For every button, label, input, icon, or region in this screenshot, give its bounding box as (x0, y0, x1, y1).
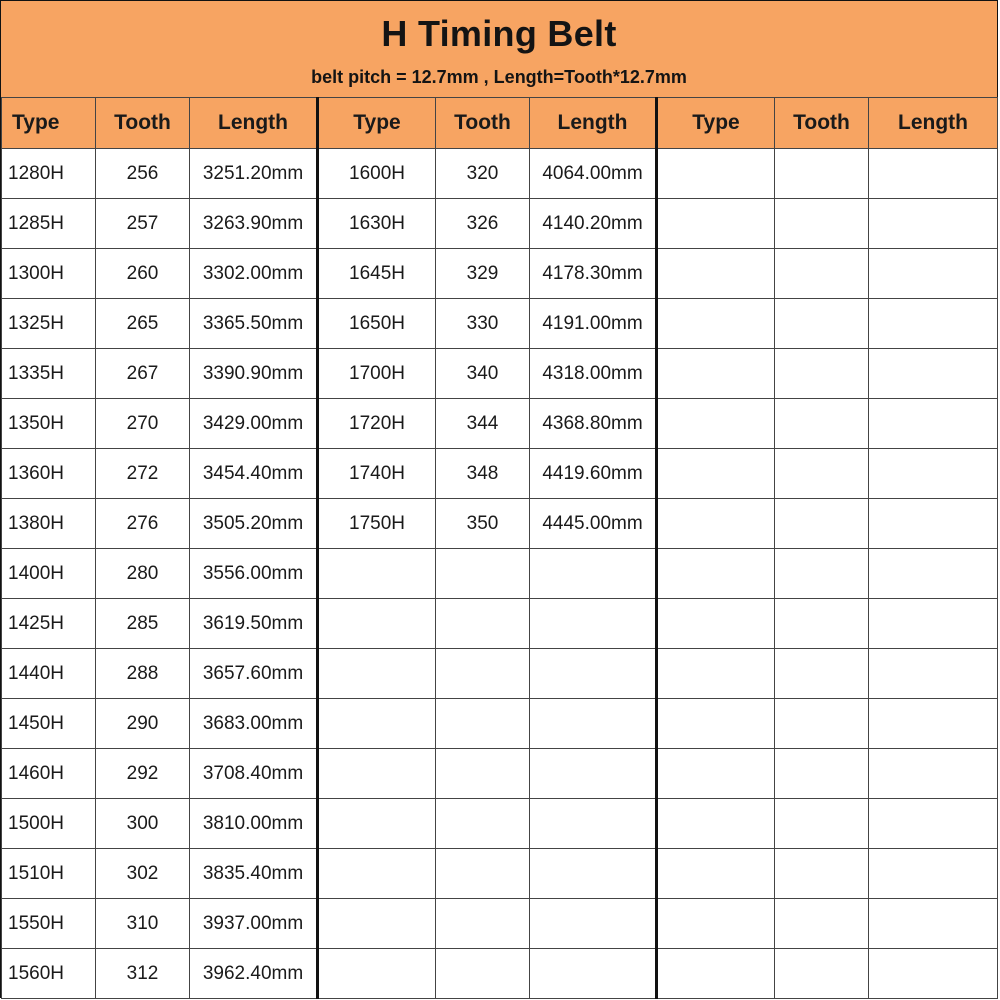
cell-type: 1300H (2, 249, 96, 299)
cell-tooth (436, 649, 530, 699)
cell-type (318, 599, 436, 649)
cell-type: 1285H (2, 199, 96, 249)
cell-type (318, 649, 436, 699)
cell-type (657, 599, 775, 649)
cell-length: 3619.50mm (190, 599, 318, 649)
cell-type (657, 449, 775, 499)
cell-type (318, 899, 436, 949)
cell-tooth (775, 949, 869, 999)
cell-length (530, 849, 657, 899)
cell-length: 3657.60mm (190, 649, 318, 699)
cell-length: 3937.00mm (190, 899, 318, 949)
cell-length: 3556.00mm (190, 549, 318, 599)
page-subtitle: belt pitch = 12.7mm , Length=Tooth*12.7mm (311, 67, 687, 87)
table-row (2, 649, 998, 699)
cell-type (318, 849, 436, 899)
column-header-tooth: Tooth (775, 98, 869, 149)
cell-tooth: 290 (96, 699, 190, 749)
cell-type (657, 699, 775, 749)
cell-tooth (775, 699, 869, 749)
cell-type (318, 799, 436, 849)
cell-tooth: 260 (96, 249, 190, 299)
belt-size-table (1, 97, 998, 999)
cell-type: 1440H (2, 649, 96, 699)
cell-type (318, 699, 436, 749)
cell-tooth: 302 (96, 849, 190, 899)
cell-type (657, 799, 775, 849)
cell-length (869, 699, 998, 749)
cell-length: 4368.80mm (530, 399, 657, 449)
column-header-length: Length (869, 98, 998, 149)
header-banner (1, 1, 997, 98)
cell-type (657, 399, 775, 449)
cell-type (657, 299, 775, 349)
cell-length: 3810.00mm (190, 799, 318, 849)
table-body (2, 149, 998, 999)
cell-length (530, 599, 657, 649)
cell-type (657, 149, 775, 199)
cell-length: 4140.20mm (530, 199, 657, 249)
cell-length (869, 249, 998, 299)
cell-tooth: 257 (96, 199, 190, 249)
cell-tooth (775, 149, 869, 199)
cell-type: 1400H (2, 549, 96, 599)
cell-tooth (775, 649, 869, 699)
table-row (2, 949, 998, 999)
column-header-tooth: Tooth (96, 98, 190, 149)
column-header-type: Type (2, 98, 96, 149)
cell-type: 1560H (2, 949, 96, 999)
cell-tooth (436, 699, 530, 749)
cell-length (869, 849, 998, 899)
cell-tooth (775, 299, 869, 349)
cell-tooth (436, 549, 530, 599)
cell-tooth: 270 (96, 399, 190, 449)
cell-length: 3835.40mm (190, 849, 318, 899)
table-row (2, 249, 998, 299)
table-row (2, 549, 998, 599)
cell-type: 1500H (2, 799, 96, 849)
cell-type: 1740H (318, 449, 436, 499)
cell-type: 1425H (2, 599, 96, 649)
cell-type: 1600H (318, 149, 436, 199)
cell-tooth: 276 (96, 499, 190, 549)
cell-type (657, 349, 775, 399)
cell-tooth: 348 (436, 449, 530, 499)
cell-type (657, 949, 775, 999)
cell-length (869, 799, 998, 849)
cell-length: 3429.00mm (190, 399, 318, 449)
cell-type (318, 749, 436, 799)
cell-tooth (775, 799, 869, 849)
cell-tooth: 344 (436, 399, 530, 449)
cell-length (869, 149, 998, 199)
cell-tooth: 285 (96, 599, 190, 649)
cell-length (530, 899, 657, 949)
cell-tooth (775, 449, 869, 499)
cell-length (530, 799, 657, 849)
cell-tooth (436, 849, 530, 899)
cell-tooth: 326 (436, 199, 530, 249)
cell-length (869, 499, 998, 549)
cell-tooth (775, 549, 869, 599)
table-row (2, 599, 998, 649)
cell-tooth (775, 899, 869, 949)
cell-type: 1280H (2, 149, 96, 199)
cell-tooth (436, 899, 530, 949)
cell-type (657, 849, 775, 899)
cell-type: 1335H (2, 349, 96, 399)
cell-type (318, 949, 436, 999)
cell-tooth (775, 499, 869, 549)
cell-tooth: 288 (96, 649, 190, 699)
cell-type: 1360H (2, 449, 96, 499)
table-row (2, 399, 998, 449)
table-row (2, 849, 998, 899)
cell-tooth: 292 (96, 749, 190, 799)
cell-tooth: 310 (96, 899, 190, 949)
cell-length: 4191.00mm (530, 299, 657, 349)
cell-tooth (775, 349, 869, 399)
cell-type: 1380H (2, 499, 96, 549)
cell-tooth: 256 (96, 149, 190, 199)
cell-tooth (775, 849, 869, 899)
cell-type: 1750H (318, 499, 436, 549)
cell-tooth: 350 (436, 499, 530, 549)
cell-tooth (775, 749, 869, 799)
cell-type (657, 499, 775, 549)
table-row (2, 799, 998, 849)
column-header-length: Length (190, 98, 318, 149)
cell-length: 3390.90mm (190, 349, 318, 399)
column-header-tooth: Tooth (436, 98, 530, 149)
cell-tooth (775, 249, 869, 299)
cell-length: 4318.00mm (530, 349, 657, 399)
cell-length (869, 549, 998, 599)
table-row (2, 749, 998, 799)
cell-tooth: 272 (96, 449, 190, 499)
cell-type: 1550H (2, 899, 96, 949)
cell-length: 4064.00mm (530, 149, 657, 199)
cell-length (869, 899, 998, 949)
cell-tooth (775, 399, 869, 449)
cell-tooth: 267 (96, 349, 190, 399)
cell-length (869, 349, 998, 399)
cell-length (869, 949, 998, 999)
cell-tooth: 320 (436, 149, 530, 199)
table-row (2, 349, 998, 399)
cell-length (869, 749, 998, 799)
cell-type (657, 649, 775, 699)
cell-tooth (436, 799, 530, 849)
table-row (2, 899, 998, 949)
cell-length: 3708.40mm (190, 749, 318, 799)
cell-type: 1510H (2, 849, 96, 899)
cell-type (657, 749, 775, 799)
cell-length: 3365.50mm (190, 299, 318, 349)
cell-tooth (436, 949, 530, 999)
cell-type (657, 899, 775, 949)
cell-length (530, 649, 657, 699)
cell-length: 3683.00mm (190, 699, 318, 749)
cell-type (318, 549, 436, 599)
cell-length: 4419.60mm (530, 449, 657, 499)
cell-tooth: 329 (436, 249, 530, 299)
table-row (2, 299, 998, 349)
cell-tooth: 300 (96, 799, 190, 849)
cell-type (657, 549, 775, 599)
cell-length: 3302.00mm (190, 249, 318, 299)
cell-length: 3263.90mm (190, 199, 318, 249)
cell-length (530, 549, 657, 599)
table-row (2, 699, 998, 749)
table-row (2, 449, 998, 499)
cell-length: 3962.40mm (190, 949, 318, 999)
column-header-type: Type (657, 98, 775, 149)
cell-tooth (775, 599, 869, 649)
cell-length (869, 199, 998, 249)
cell-length (869, 449, 998, 499)
cell-type: 1650H (318, 299, 436, 349)
cell-type: 1720H (318, 399, 436, 449)
cell-type: 1630H (318, 199, 436, 249)
cell-length: 4445.00mm (530, 499, 657, 549)
cell-tooth (436, 749, 530, 799)
cell-length (530, 949, 657, 999)
page-title: H Timing Belt (381, 13, 617, 54)
column-header-type: Type (318, 98, 436, 149)
column-header-length: Length (530, 98, 657, 149)
cell-type: 1645H (318, 249, 436, 299)
cell-tooth (436, 599, 530, 649)
cell-type: 1700H (318, 349, 436, 399)
cell-length: 3251.20mm (190, 149, 318, 199)
cell-tooth: 340 (436, 349, 530, 399)
cell-tooth: 330 (436, 299, 530, 349)
table-row (2, 199, 998, 249)
cell-length: 4178.30mm (530, 249, 657, 299)
cell-type: 1350H (2, 399, 96, 449)
cell-type: 1325H (2, 299, 96, 349)
table-header-row (2, 98, 998, 149)
cell-type (657, 199, 775, 249)
cell-length (869, 299, 998, 349)
cell-tooth: 280 (96, 549, 190, 599)
cell-length (869, 399, 998, 449)
cell-tooth: 312 (96, 949, 190, 999)
cell-length: 3505.20mm (190, 499, 318, 549)
cell-type: 1450H (2, 699, 96, 749)
cell-type (657, 249, 775, 299)
cell-tooth (775, 199, 869, 249)
table-row (2, 499, 998, 549)
table-row (2, 149, 998, 199)
cell-tooth: 265 (96, 299, 190, 349)
cell-length (530, 699, 657, 749)
cell-type: 1460H (2, 749, 96, 799)
cell-length: 3454.40mm (190, 449, 318, 499)
cell-length (869, 599, 998, 649)
cell-length (869, 649, 998, 699)
cell-length (530, 749, 657, 799)
